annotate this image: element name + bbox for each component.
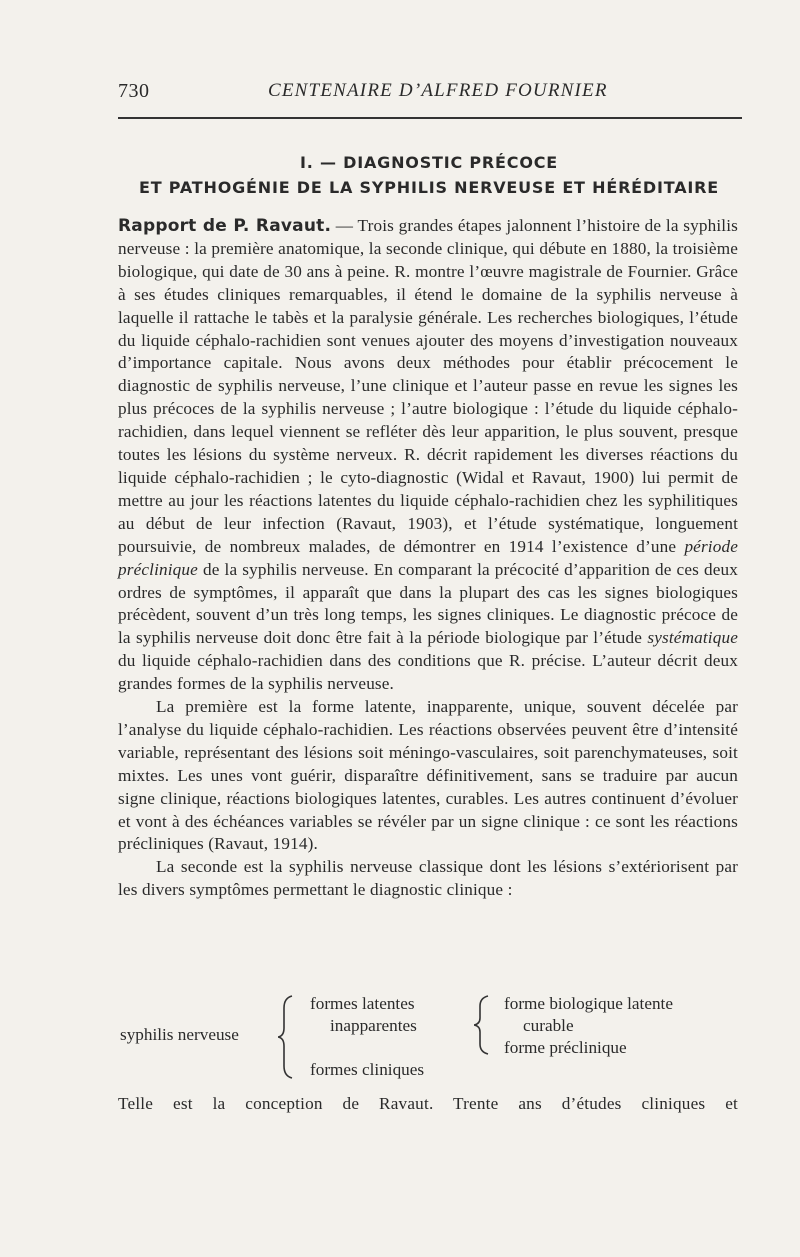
- header-rule: [118, 117, 742, 119]
- closing-line: Telle est la conception de Ravaut. Trente ans d’études cliniques et: [118, 1094, 738, 1113]
- paragraph-1-part-a: — Trois grandes étapes jalonnent l’histoire de la syphilis nerveuse : la première anatomique, la seconde clinique, qui débute en 1880, la troisième biologique, qui date de 30 ans à peine. R. montre l’œuvre magistrale de Fournier. Grâce à ses études cliniques remarquables, il étend le domaine de la syphilis nerveuse à laquelle il rattache le tabès et la paralysie générale. Les recherches biologiques, l’étude du liquide céphalo-rachidien sont venues ajouter des moyens d’investigation nouveaux d’importance capitale. Nous avons deux méthodes pour établir précocement le diagnostic de syphilis nerveuse, l’une clinique et l’auteur passe en revue les signes les plus précoces de la syphilis nerveuse ; l’autre biologique : l’étude du liquide céphalo-rachidien, dans lequel viennent se refléter dès leur apparition, le plus souvent, presque toutes les lésions du système nerveux. R. décrit rapidement les diverses réactions du liquide céphalo-rachidien ; le cyto-diagnostic (Widal et Ravaut, 1900) lui permit de mettre au jour les réactions latentes du liquide céphalo-rachidien chez les syphilitiques au début de leur infection (Ravaut, 1903), et l’étude systématique, longuement poursuivie, de nombreux malades, de démontrer en 1914 l’existence d’une: [118, 216, 738, 556]
- section-heading-line1: I. — DIAGNOSTIC PRÉCOCE: [299, 153, 558, 172]
- section-heading-line2: ET PATHOGÉNIE DE LA SYPHILIS NERVEUSE ET HÉRÉDITAIRE: [138, 178, 720, 197]
- right-brace: [474, 994, 494, 1056]
- running-title: CENTENAIRE D’ALFRED FOURNIER: [268, 80, 608, 101]
- italic-term-systematic: systématique: [647, 628, 738, 648]
- paragraph-2: La première est la forme latente, inapparente, unique, souvent décelée par l’analyse du liquide céphalo-rachidien. Les réactions observées peuvent être d’intensité variable, représentant des lésions soit méningo-vasculaires, soit parenchymateuses, soit mixtes. Les unes vont guérir, disparaître définitivement, sans se traduire par aucun signe clinique, réactions biologiques latentes, curables. Les autres continuent d’évoluer et vont à des échéances variables se révéler par un signe clinique : ce sont les réactions précliniques (Ravaut, 1914).: [118, 697, 738, 854]
- paragraph-1: [118, 215, 738, 696]
- scheme-leaf-biological-latent: forme biologique latente: [504, 994, 673, 1013]
- scheme-branch-clinical: formes cliniques: [310, 1060, 425, 1079]
- page-header: [118, 80, 740, 104]
- scheme-leaf-curable: curable: [523, 1016, 574, 1035]
- right-brace-path: [474, 996, 488, 1054]
- paragraph-3: La seconde est la syphilis nerveuse classique dont les lésions s’extériorisent par les divers symptômes permettant le diagnostic clinique :: [118, 857, 738, 900]
- scheme-branch-latent: formes latentes: [310, 994, 415, 1013]
- classification-scheme: [118, 990, 740, 1085]
- left-brace: [278, 994, 298, 1080]
- paragraph-1-part-c: du liquide céphalo-rachidien dans des conditions que R. précise. L’auteur décrit deux grandes formes de la syphilis nerveuse.: [118, 651, 738, 694]
- report-heading: Rapport de P. Ravaut.: [118, 216, 332, 236]
- scheme-branch-inapparent: inapparentes: [330, 1016, 417, 1035]
- report-body: [118, 215, 738, 902]
- left-brace-path: [278, 996, 292, 1078]
- italic-term-preclinical-period: période préclinique: [118, 536, 738, 579]
- paragraph-1-part-b: de la syphilis nerveuse. En comparant la précocité d’apparition de ces deux ordres de symptômes, il apparaît que dans la plupart des cas les signes biologiques précèdent, souvent d’un très long temps, les signes cliniques. Le diagnostic précoce de la syphilis nerveuse doit donc être fait à la période biologique par l’étude: [118, 559, 738, 648]
- scheme-root: syphilis nerveuse: [120, 1025, 239, 1044]
- page-number: 730: [118, 80, 150, 102]
- scheme-leaf-preclinical: forme préclinique: [504, 1038, 627, 1057]
